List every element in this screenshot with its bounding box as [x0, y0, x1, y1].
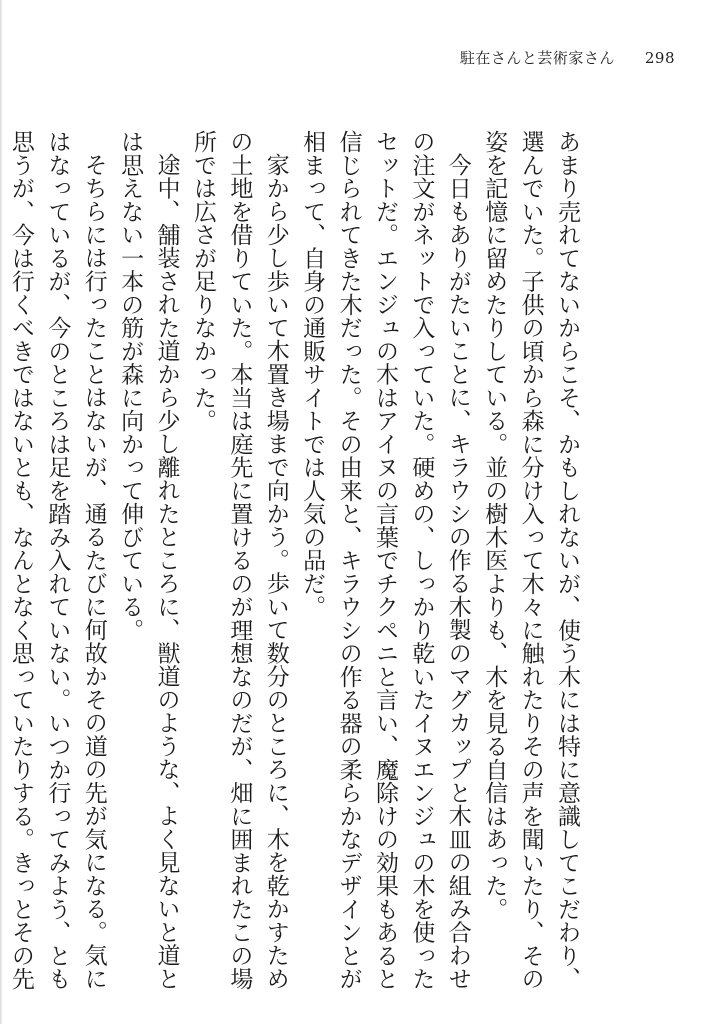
paragraph: 今日もありがたいことに、キラウシの作る木製のマグカップと木皿の組み合わせの注文がネットで入っていた。硬めの、しっかり乾いたイヌエンジュの木を使ったセットだ。エンジュの木はアイヌの言葉でチクペニと言い、魔除けの効果もあると信じられてきた木だった。その由来と、キラウシの作る器の柔らかなデザインとが相まって、自身の通販サイトでは人気の品だ。	[299, 130, 471, 991]
paragraph: あまり売れてないからこそ、かもしれないが、使う木には特に意識してこだわり、選んでいた。子供の頃から森に分け入って木々に触れたりその声を聞いたり、その姿を記憶に留めたりしている。並の樹木医よりも、木を見る自信はあった。	[481, 130, 580, 991]
book-title: 駐在さんと芸術家さん	[459, 49, 615, 67]
paragraph: そちらには行ったことはないが、通るたびに何故かその道の先が気になる。気にはなっているが、今のところは足を踏み入れていない。いつか行ってみよう、とも思うが、今は行くべきではないとも、なんとなく思っていたりする。きっとその先	[7, 130, 107, 991]
page-number: 298	[644, 49, 675, 67]
running-head	[460, 47, 675, 68]
paragraph: 途中、舗装された道から少し離れたところに、獣道のような、よく見ないと道とは思えない一本の筋が森に向かって伸びている。	[117, 130, 180, 990]
body-text	[0, 130, 585, 1010]
paragraph: 家から少し歩いて木置き場まで向かう。歩いて数分のところに、木を乾かすための土地を借りていた。本当は庭先に置けるのが理想なのだが、畑に囲まれたこの場所では広さが足りなかった。	[189, 130, 289, 991]
